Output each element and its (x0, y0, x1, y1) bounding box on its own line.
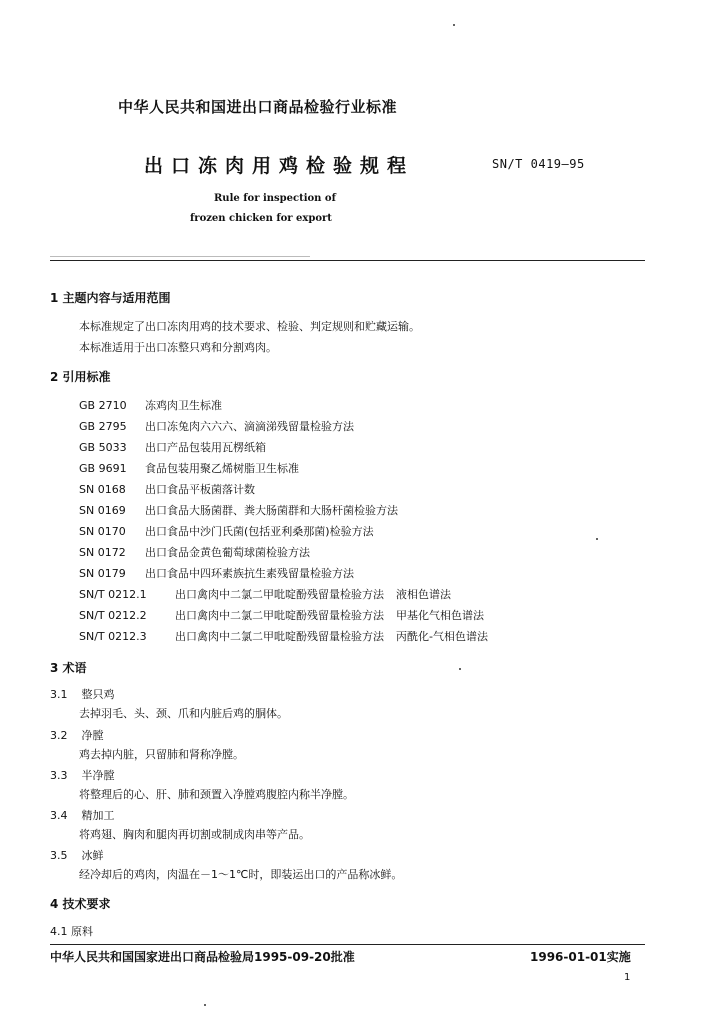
reference-item (79, 607, 484, 623)
reference-title: 出口食品中四环素族抗生素残留量检验方法 (145, 567, 354, 580)
term-heading (50, 686, 115, 702)
reference-code: SN 0168 (79, 483, 126, 496)
reference-code: GB 2795 (79, 420, 127, 433)
reference-code: SN/T 0212.3 (79, 630, 147, 643)
section-4-heading: 4 技术要求 (50, 897, 111, 911)
english-title-line1: Rule for inspection of (214, 193, 336, 204)
section-3-heading: 3 术语 (50, 661, 87, 675)
scan-speck (204, 1004, 206, 1006)
term-definition: 经冷却后的鸡肉，肉温在－1～1℃时，即装运出口的产品称冰鲜。 (79, 868, 403, 881)
document-title: 出口冻肉用鸡检验规程 (144, 155, 415, 177)
scan-speck (459, 668, 461, 670)
issuer-approval: 中华人民共和国国家进出口商品检验局1995-09-20批准 (50, 950, 355, 964)
header-rule-faint (50, 256, 310, 257)
scan-speck (596, 538, 598, 540)
reference-title: 出口冻兔肉六六六、滴滴涕残留量检验方法 (145, 420, 354, 433)
term-heading (50, 807, 115, 823)
term-name: 净膛 (81, 729, 104, 742)
term-number: 3.2 (50, 729, 68, 742)
term-heading (50, 847, 104, 863)
reference-code: SN 0172 (79, 546, 126, 559)
term-number: 3.3 (50, 769, 68, 782)
reference-title: 食品包装用聚乙烯树脂卫生标准 (145, 462, 299, 475)
reference-item (79, 439, 266, 455)
term-number: 3.5 (50, 849, 68, 862)
reference-method: 液相色谱法 (396, 588, 451, 601)
reference-title: 冻鸡肉卫生标准 (145, 399, 222, 412)
term-definition: 去掉羽毛、头、颈、爪和内脏后鸡的胴体。 (79, 707, 288, 720)
reference-code: SN 0170 (79, 525, 126, 538)
term-heading (50, 767, 115, 783)
footer-rule (50, 944, 645, 945)
reference-item (79, 502, 398, 518)
reference-item (79, 397, 222, 413)
header-rule (50, 260, 645, 261)
scan-speck (453, 24, 455, 26)
term-name: 整只鸡 (81, 688, 115, 701)
reference-item (79, 460, 299, 476)
reference-item (79, 565, 354, 581)
term-number: 3.4 (50, 809, 68, 822)
reference-title: 出口禽肉中二氯二甲吡啶酚残留量检验方法 (175, 630, 384, 643)
reference-title: 出口禽肉中二氯二甲吡啶酚残留量检验方法 (175, 588, 384, 601)
term-heading (50, 727, 104, 743)
reference-method: 丙酰化-气相色谱法 (396, 630, 488, 643)
reference-item (79, 481, 255, 497)
term-definition: 将鸡翅、胸肉和腿肉再切割或制成肉串等产品。 (79, 828, 310, 841)
term-definition: 鸡去掉内脏，只留肺和肾称净膛。 (79, 748, 244, 761)
section-1-para-2: 本标准适用于出口冻整只鸡和分割鸡肉。 (79, 341, 277, 354)
reference-item (79, 523, 374, 539)
reference-code: SN/T 0212.2 (79, 609, 147, 622)
reference-title: 出口食品平板菌落计数 (145, 483, 255, 496)
section-2-heading: 2 引用标准 (50, 370, 111, 384)
section-1-para-1: 本标准规定了出口冻肉用鸡的技术要求、检验、判定规则和贮藏运输。 (79, 320, 420, 333)
reference-code: SN/T 0212.1 (79, 588, 147, 601)
reference-code: GB 9691 (79, 462, 127, 475)
subsection-4-1-heading: 4.1 原料 (50, 925, 93, 938)
reference-title: 出口食品大肠菌群、粪大肠菌群和大肠杆菌检验方法 (145, 504, 398, 517)
reference-code: SN 0179 (79, 567, 126, 580)
reference-code: SN 0169 (79, 504, 126, 517)
reference-item (79, 586, 451, 602)
reference-item (79, 418, 354, 434)
term-number: 3.1 (50, 688, 68, 701)
reference-code: GB 5033 (79, 441, 127, 454)
term-definition: 将整理后的心、肝、肺和颈置入净膛鸡腹腔内称半净膛。 (79, 788, 354, 801)
term-name: 冰鲜 (81, 849, 104, 862)
standard-number: SN/T 0419—95 (492, 157, 585, 171)
page-number: 1 (624, 972, 631, 983)
effective-date: 1996-01-01实施 (530, 950, 631, 964)
term-name: 半净膛 (81, 769, 115, 782)
reference-item (79, 628, 488, 644)
reference-code: GB 2710 (79, 399, 127, 412)
reference-title: 出口禽肉中二氯二甲吡啶酚残留量检验方法 (175, 609, 384, 622)
org-title: 中华人民共和国进出口商品检验行业标准 (118, 98, 398, 116)
term-name: 精加工 (81, 809, 115, 822)
reference-method: 甲基化气相色谱法 (396, 609, 484, 622)
reference-title: 出口食品金黄色葡萄球菌检验方法 (145, 546, 310, 559)
reference-item (79, 544, 310, 560)
section-1-heading: 1 主题内容与适用范围 (50, 291, 171, 305)
reference-title: 出口产品包装用瓦楞纸箱 (145, 441, 266, 454)
english-title-line2: frozen chicken for export (190, 213, 332, 224)
reference-title: 出口食品中沙门氏菌(包括亚利桑那菌)检验方法 (145, 525, 374, 538)
